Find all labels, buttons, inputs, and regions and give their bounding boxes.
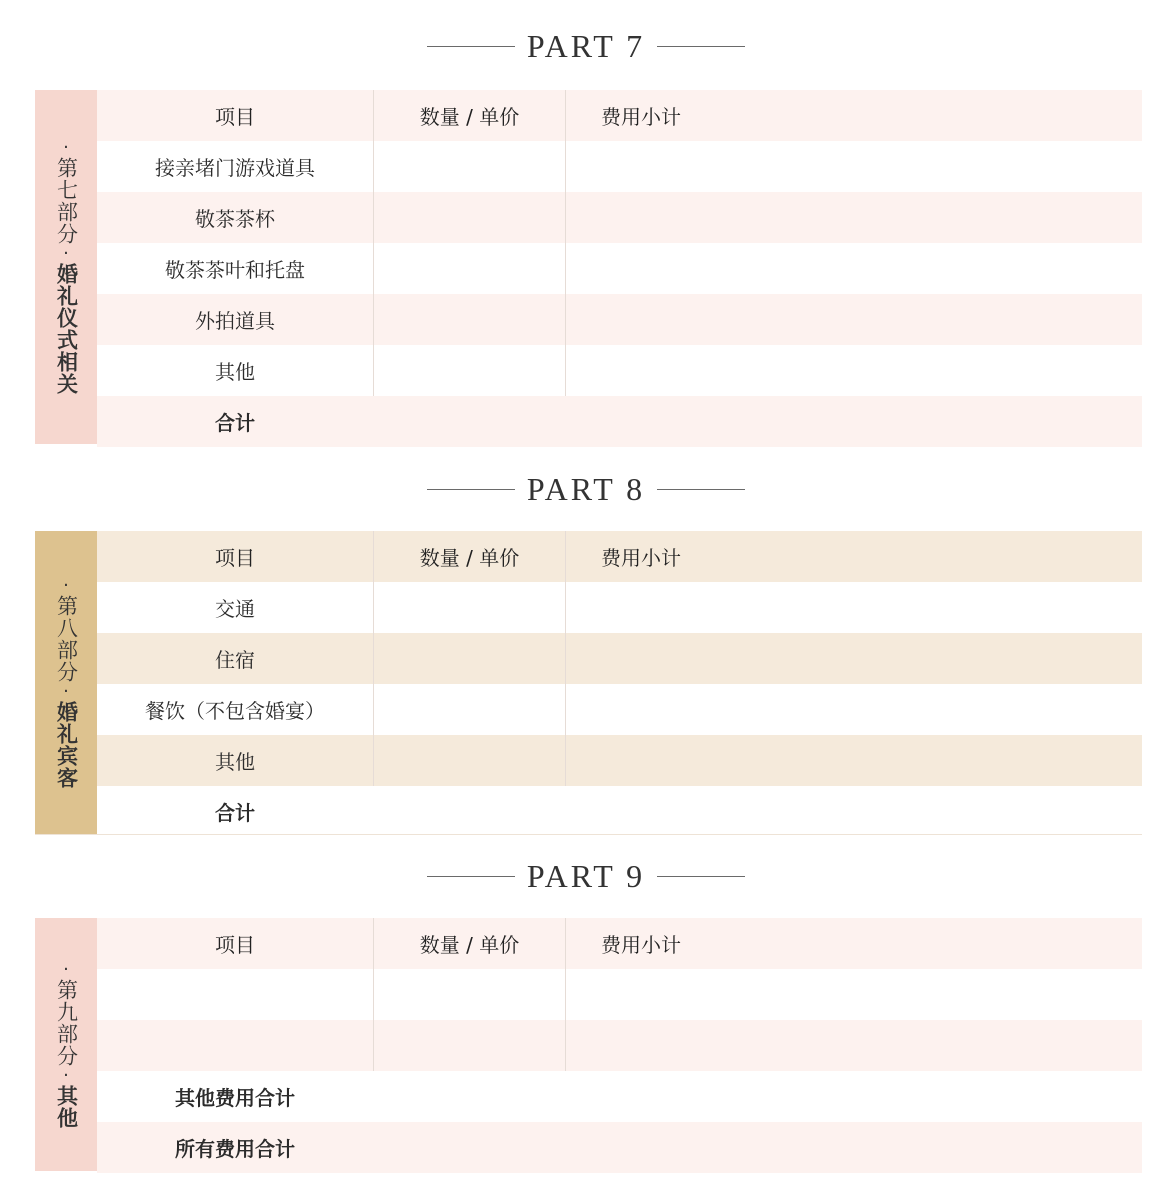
table-row[interactable] [97, 582, 1142, 633]
heading-rule-left [427, 876, 515, 877]
heading-rule-left [427, 489, 515, 490]
total-label: 合计 [215, 801, 255, 825]
table-row[interactable] [97, 969, 1142, 1020]
qty-price-cell[interactable] [373, 684, 565, 735]
part8-side-label: · 第八部分 · 婚礼宾客 [35, 531, 97, 834]
qty-price-cell[interactable] [373, 345, 565, 396]
qty-price-cell[interactable] [373, 633, 565, 684]
part7-side-number: 第七部分 [54, 157, 79, 245]
grand-total-label: 所有费用合计 [175, 1137, 295, 1161]
subtotal-cell[interactable] [565, 633, 716, 684]
table-grand-total-row[interactable] [97, 1122, 1142, 1173]
table-row[interactable] [97, 294, 1142, 345]
subtotal-cell[interactable] [565, 192, 716, 243]
qty-price-cell[interactable] [373, 1020, 565, 1071]
table-total-row[interactable] [97, 1071, 1142, 1122]
table-row[interactable] [97, 141, 1142, 192]
part9-section [35, 918, 1142, 1171]
part9-title: PART 9 [526, 858, 646, 894]
col-header-subtotal: 费用小计 [565, 918, 716, 969]
row-item-label: 敬茶茶杯 [195, 207, 275, 231]
total-value-cell[interactable] [714, 396, 1142, 447]
table-header-row [97, 90, 1142, 141]
subtotal-cell[interactable] [565, 141, 716, 192]
heading-rule-left [427, 46, 515, 47]
col-header-item: 项目 [215, 933, 255, 957]
total-value-cell[interactable] [714, 1071, 1142, 1122]
table-row[interactable] [97, 192, 1142, 243]
grand-total-value-cell[interactable] [714, 1122, 1142, 1173]
row-item-label: 外拍道具 [195, 309, 275, 333]
part8-table [97, 531, 1142, 837]
subtotal-cell[interactable] [565, 1020, 716, 1071]
part8-heading [0, 467, 1172, 511]
table-row[interactable] [97, 735, 1142, 786]
part9-table [97, 918, 1142, 1173]
subtotal-cell[interactable] [565, 243, 716, 294]
table-row[interactable] [97, 243, 1142, 294]
subtotal-cell[interactable] [565, 345, 716, 396]
col-header-subtotal: 费用小计 [565, 531, 716, 582]
table-row[interactable] [97, 633, 1142, 684]
subtotal-cell[interactable] [565, 735, 716, 786]
heading-rule-right [657, 876, 745, 877]
row-item-cell[interactable] [97, 1020, 373, 1071]
qty-price-cell[interactable] [373, 141, 565, 192]
table-row[interactable] [97, 1020, 1142, 1071]
part7-heading [0, 24, 1172, 68]
total-label: 合计 [215, 411, 255, 435]
part7-section [35, 90, 1142, 444]
heading-rule-right [657, 46, 745, 47]
row-item-label: 其他 [215, 750, 255, 774]
row-item-label: 接亲堵门游戏道具 [155, 156, 315, 180]
part8-side-number: 第八部分 [54, 594, 79, 683]
row-item-label: 交通 [215, 597, 255, 621]
table-header-row [97, 918, 1142, 969]
col-header-item: 项目 [215, 546, 255, 570]
subtotal-cell[interactable] [565, 969, 716, 1020]
col-header-subtotal: 费用小计 [565, 90, 716, 141]
part7-side-title: 婚礼仪式相关 [54, 263, 79, 395]
part9-side-title: 其他 [54, 1084, 79, 1129]
row-item-label: 餐饮（不包含婚宴） [145, 699, 325, 723]
part9-side-label: · 第九部分 · 其他 [35, 918, 97, 1171]
qty-price-cell[interactable] [373, 243, 565, 294]
qty-price-cell[interactable] [373, 735, 565, 786]
part9-side-number: 第九部分 [54, 978, 79, 1067]
row-item-label: 敬茶茶叶和托盘 [165, 258, 305, 282]
table-total-row[interactable] [97, 786, 1142, 837]
part8-section [35, 531, 1142, 835]
table-total-row[interactable] [97, 396, 1142, 447]
col-header-qty-price: 数量 / 单价 [373, 531, 565, 582]
other-total-label: 其他费用合计 [175, 1086, 295, 1110]
part8-title: PART 8 [526, 471, 646, 507]
subtotal-cell[interactable] [565, 684, 716, 735]
qty-price-cell[interactable] [373, 969, 565, 1020]
subtotal-cell[interactable] [565, 582, 716, 633]
col-header-item: 项目 [215, 105, 255, 129]
total-value-cell[interactable] [714, 786, 1142, 837]
table-header-row [97, 531, 1142, 582]
part7-title: PART 7 [526, 28, 646, 64]
table-row[interactable] [97, 684, 1142, 735]
row-item-label: 其他 [215, 360, 255, 384]
qty-price-cell[interactable] [373, 192, 565, 243]
qty-price-cell[interactable] [373, 582, 565, 633]
heading-rule-right [657, 489, 745, 490]
part7-side-label: · 第七部分 · 婚礼仪式相关 [35, 90, 97, 444]
table-row[interactable] [97, 345, 1142, 396]
part8-side-title: 婚礼宾客 [54, 700, 79, 789]
qty-price-cell[interactable] [373, 294, 565, 345]
col-header-qty-price: 数量 / 单价 [373, 90, 565, 141]
subtotal-cell[interactable] [565, 294, 716, 345]
col-header-qty-price: 数量 / 单价 [373, 918, 565, 969]
row-item-cell[interactable] [97, 969, 373, 1020]
part9-heading [0, 854, 1172, 898]
part7-table [97, 90, 1142, 447]
row-item-label: 住宿 [215, 648, 255, 672]
